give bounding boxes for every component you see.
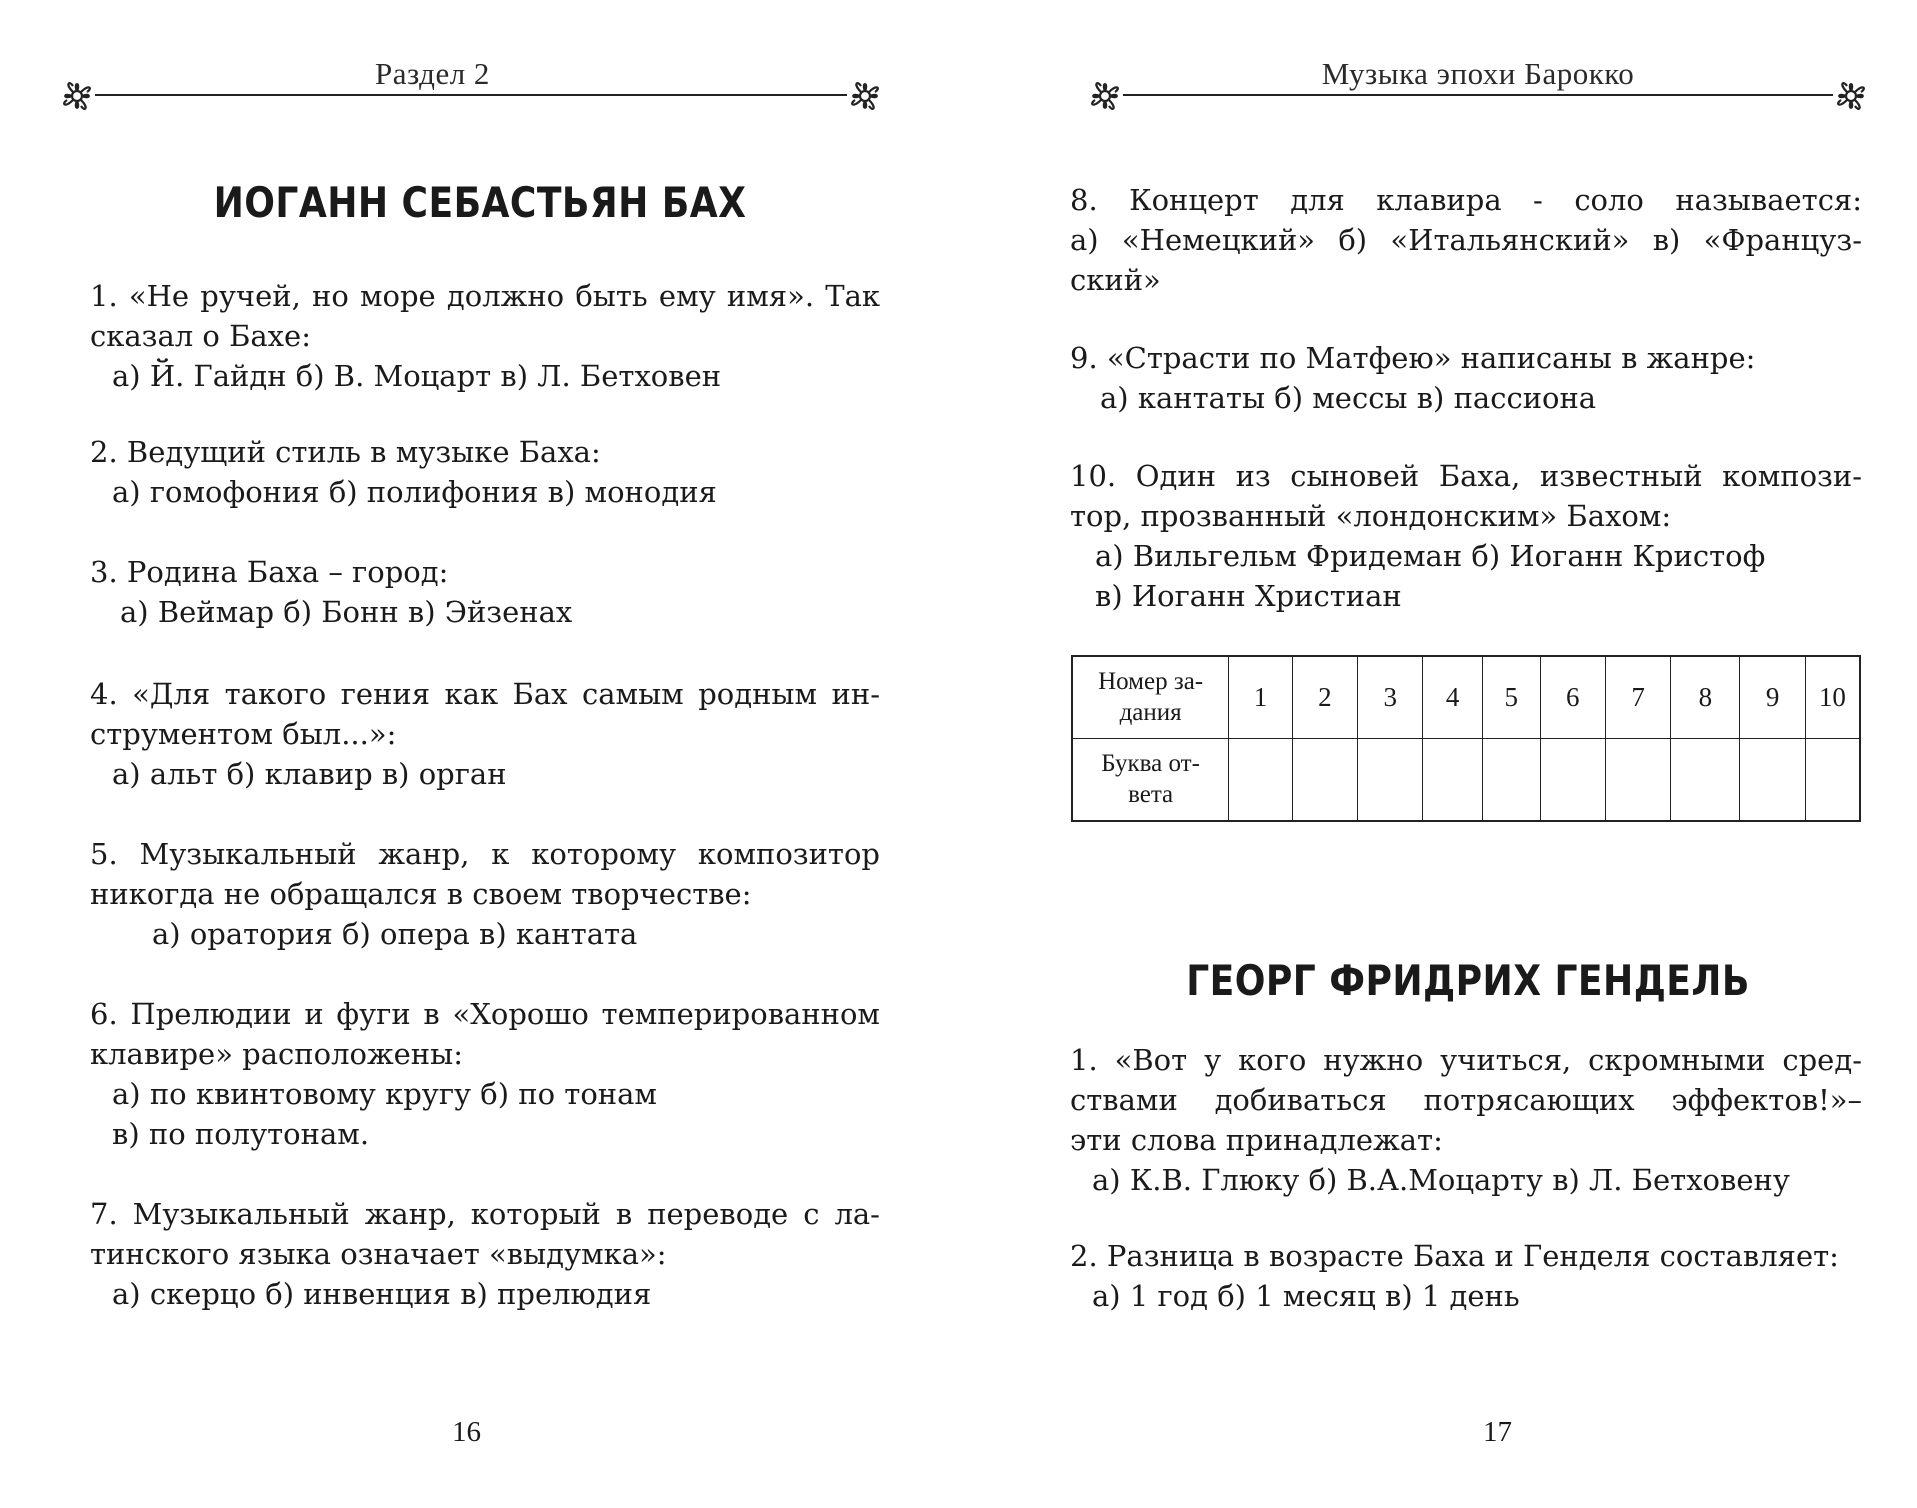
task-number-cell: 9: [1740, 656, 1805, 738]
answer-letter-cell[interactable]: [1805, 738, 1860, 821]
task-number-cell: 3: [1358, 656, 1423, 738]
task-number-cell: 4: [1423, 656, 1483, 738]
question-text: никогда не обращался в своем творчестве:: [90, 877, 752, 911]
right-page-header: [1083, 52, 1873, 112]
question-item: [90, 432, 880, 512]
question-text: 4. «Для такого гения как Бах самым родным ин-: [90, 677, 880, 711]
answer-options: а) по квинтовому кругу б) по тонам: [112, 1077, 657, 1111]
question-item: [1070, 180, 1862, 300]
question-item: [90, 1194, 880, 1314]
answer-table: [1071, 655, 1861, 822]
table-row-label: Номер за- дания: [1072, 656, 1229, 738]
answer-options: а) гомофония б) полифония в) монодия: [112, 475, 717, 509]
task-number-cell: 8: [1671, 656, 1740, 738]
question-item: [1070, 338, 1862, 418]
floral-ornament-icon: [55, 74, 99, 118]
question-text: 9. «Страсти по Матфею» написаны в жанре:: [1070, 341, 1756, 375]
answer-letter-cell[interactable]: [1423, 738, 1483, 821]
question-text: 6. Прелюдии и фуги в «Хорошо темперированном: [90, 997, 880, 1031]
question-text: клавире» расположены:: [90, 1037, 463, 1071]
task-number-cell: 2: [1292, 656, 1357, 738]
answer-options: а) оратория б) опера в) кантата: [152, 917, 638, 951]
task-number-cell: 10: [1805, 656, 1860, 738]
table-row-label: Буква от- вета: [1072, 738, 1229, 821]
question-text: 2. Разница в возрасте Баха и Генделя составляет:: [1070, 1239, 1839, 1273]
question-text: 2. Ведущий стиль в музыке Баха:: [90, 435, 601, 469]
page-number: 16: [452, 1416, 481, 1448]
question-item: [1070, 456, 1862, 616]
section-title-handel: ГЕОРГ ФРИДРИХ ГЕНДЕЛЬ: [1186, 956, 1750, 1005]
left-page: [0, 0, 958, 1508]
left-page-header: [55, 52, 887, 112]
section-header: Раздел 2: [375, 56, 490, 91]
answer-options: в) по полутонам.: [112, 1117, 370, 1151]
table-row-answer-letters: [1072, 738, 1860, 821]
floral-ornament-icon: [843, 74, 887, 118]
answer-letter-cell[interactable]: [1482, 738, 1540, 821]
answer-options: а) 1 год б) 1 месяц в) 1 день: [1092, 1279, 1520, 1313]
answer-letter-cell[interactable]: [1740, 738, 1805, 821]
answer-options: а) Вильгельм Фридеман б) Иоганн Кристоф: [1095, 539, 1766, 573]
task-number-cell: 6: [1540, 656, 1605, 738]
question-item: [90, 834, 880, 954]
floral-ornament-icon: [1829, 74, 1873, 118]
answer-letter-cell[interactable]: [1540, 738, 1605, 821]
header-rule: [95, 94, 847, 96]
task-number-cell: 5: [1482, 656, 1540, 738]
question-text: 10. Один из сыновей Баха, известный компози-: [1070, 459, 1862, 493]
question-text: ствами добиваться потрясающих эффектов!»–: [1070, 1083, 1862, 1117]
task-number-cell: 7: [1605, 656, 1670, 738]
question-item: [1070, 1040, 1862, 1200]
answer-options: а) Веймар б) Бонн в) Эйзенах: [120, 595, 573, 629]
page-number: 17: [1483, 1416, 1512, 1448]
right-page: [958, 0, 1917, 1508]
answer-options: а) К.В. Глюку б) В.А.Моцарту в) Л. Бетховену: [1092, 1163, 1790, 1197]
chapter-header: Музыка эпохи Барокко: [1321, 56, 1635, 91]
task-number-cell: 1: [1229, 656, 1292, 738]
question-text: 1. «Вот у кого нужно учиться, скромными сред-: [1070, 1043, 1862, 1077]
question-text: эти слова принадлежат:: [1070, 1123, 1443, 1157]
answer-letter-cell[interactable]: [1292, 738, 1357, 821]
question-text: тинского языка означает «выдумка»:: [90, 1237, 667, 1271]
question-text: ский»: [1070, 263, 1161, 297]
table-row-task-numbers: [1072, 656, 1860, 738]
answer-options: а) альт б) клавир в) орган: [112, 757, 507, 791]
answer-options: в) Иоганн Христиан: [1095, 579, 1402, 613]
question-text: а) «Немецкий» б) «Итальянский» в) «Француз-: [1070, 223, 1862, 257]
section-title: ИОГАНН СЕБАСТЬЯН БАХ: [213, 178, 747, 227]
answer-letter-cell[interactable]: [1605, 738, 1670, 821]
answer-options: а) скерцо б) инвенция в) прелюдия: [112, 1277, 652, 1311]
question-item: [90, 552, 880, 632]
answer-letter-cell[interactable]: [1671, 738, 1740, 821]
answer-options: а) кантаты б) мессы в) пассиона: [1100, 381, 1597, 415]
question-text: 5. Музыкальный жанр, к которому композитор: [90, 837, 880, 871]
question-item: [90, 276, 880, 396]
question-item: [1070, 1236, 1862, 1316]
question-text: струментом был...»:: [90, 717, 397, 751]
question-text: тор, прозванный «лондонским» Бахом:: [1070, 499, 1672, 533]
question-text: 8. Концерт для клавира - соло называется:: [1070, 183, 1862, 217]
answer-options: а) Й. Гайдн б) В. Моцарт в) Л. Бетховен: [112, 359, 722, 393]
question-text: 3. Родина Баха – город:: [90, 555, 449, 589]
question-text: сказал о Бахе:: [90, 319, 311, 353]
question-text: 1. «Не ручей, но море должно быть ему имя». Так: [90, 279, 880, 313]
question-item: [90, 994, 880, 1154]
answer-letter-cell[interactable]: [1229, 738, 1292, 821]
question-text: 7. Музыкальный жанр, который в переводе с ла-: [90, 1197, 880, 1231]
answer-letter-cell[interactable]: [1358, 738, 1423, 821]
header-rule: [1123, 94, 1833, 96]
question-item: [90, 674, 880, 794]
